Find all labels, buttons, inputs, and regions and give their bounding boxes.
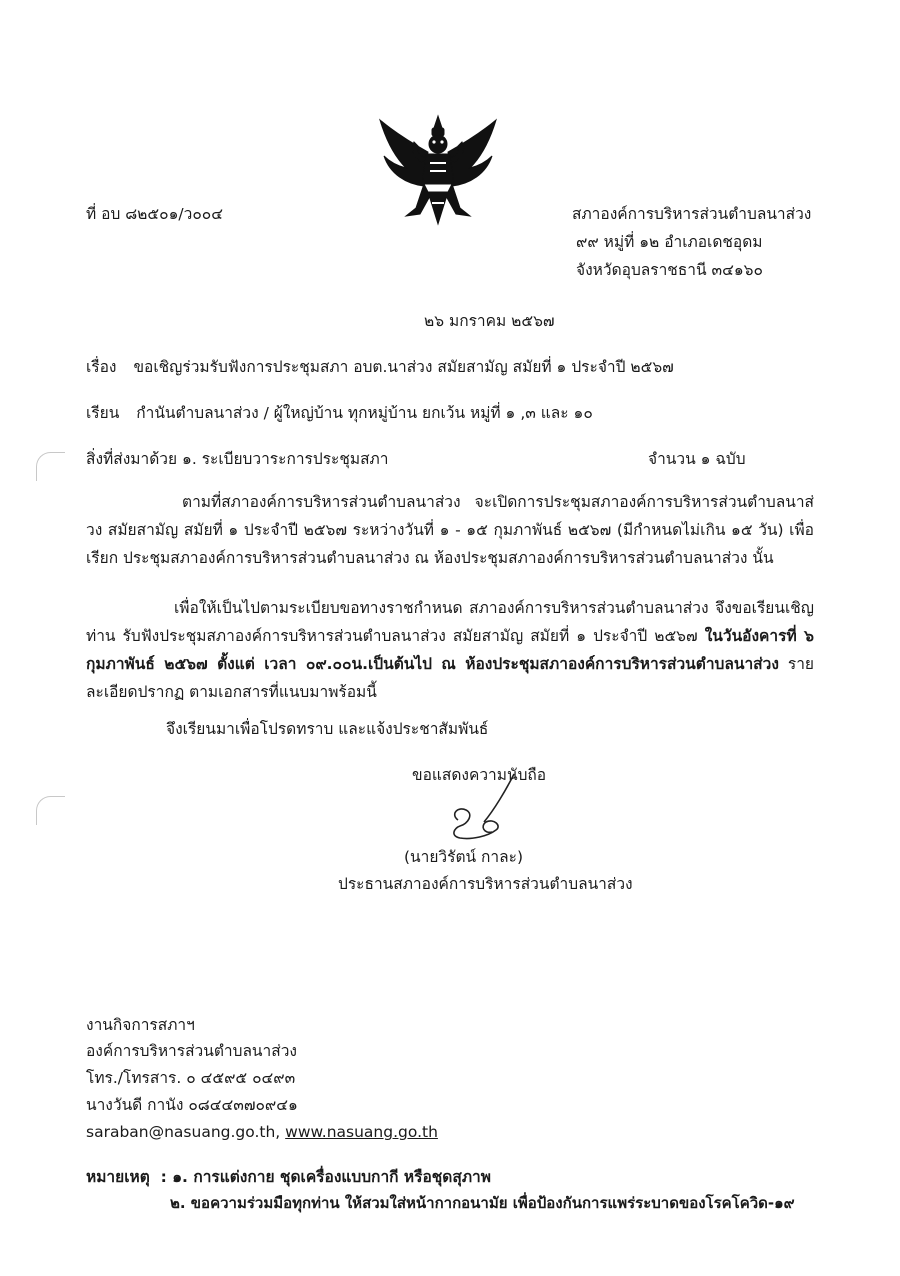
recipient-line [86, 402, 593, 424]
para2-meeting-datetime: ในวันอังคารที่ ๖ กุมภาพันธ์ ๒๕๖๗ ตั้งแต่ เวลา ๐๙.๐๐น.เป็นต้นไป ณ ห้องประชุมสภาองค์การบริหารส่วนตำบลนาส่วง [86, 627, 814, 673]
punch-hole-mark [36, 796, 65, 825]
signer-name: (นายวิรัตน์ กาละ) [404, 848, 524, 866]
para2-intro: เพื่อให้เป็นไปตามระเบียบขอทางราชกำหนด สภาองค์การบริหารส่วนตำบลนาส่วง จึงขอเรียนเชิญท่าน รับฟังประชุมสภาองค์การบริหารส่วนตำบลนาส่วง สมัยสามัญ สมัยที่ ๑ ประจำปี ๒๕๖๗ [86, 599, 814, 645]
contact-email[interactable]: saraban@nasuang.go.th, [86, 1123, 281, 1141]
garuda-emblem [376, 112, 500, 230]
note-line-1: หมายเหตุ : ๑. การแต่งกาย ชุดเครื่องแบบกากี หรือชุดสุภาพ [86, 1168, 491, 1186]
website-link[interactable]: www.nasuang.go.th [285, 1123, 438, 1141]
note-item-1: ๑. การแต่งกาย ชุดเครื่องแบบกากี หรือชุดสุภาพ [172, 1168, 491, 1186]
letter-date: ๒๖ มกราคม ๒๕๖๗ [424, 312, 555, 330]
enclosure-label: สิ่งที่ส่งมาด้วย [86, 450, 178, 468]
note-item-2: ๒. ขอความร่วมมือทุกท่าน ให้สวมใส่หน้ากากอนามัย เพื่อป้องกันการแพร่ระบาดของโรคโควิด-๑๙ [170, 1194, 795, 1212]
sender-province: จังหวัดอุบลราชธานี ๓๔๑๖๐ [576, 261, 763, 279]
subject-label: เรื่อง [86, 358, 117, 376]
reference-number: ที่ อบ ๘๒๕๐๑/ว๐๐๔ [86, 205, 224, 223]
contact-person: นางวันดี กานัง ๐๘๔๔๓๗๐๙๔๑ [86, 1096, 298, 1114]
closing-paragraph: จึงเรียนมาเพื่อโปรดทราบ และแจ้งประชาสัมพันธ์ [166, 720, 489, 738]
body-paragraph-1: ตามที่สภาองค์การบริหารส่วนตำบลนาส่วง จะเปิดการประชุมสภาองค์การบริหารส่วนตำบลนาส่วง สมัยสามัญ สมัยที่ ๑ ประจำปี ๒๕๖๗ ระหว่างวันที่ ๑ - ๑๕ กุมภาพันธ์ ๒๕๖๗ (มีกำหนดไม่เกิน ๑๕ วัน) เพื่อเรียก ประชุมสภาองค์การบริหารส่วนตำบลนาส่วง ณ ห้องประชุมสภาองค์การบริหารส่วนตำบลนาส่วง นั้น [86, 493, 814, 567]
note-label: หมายเหตุ [86, 1168, 150, 1186]
enclosure-text: ๑. ระเบียบวาระการประชุมสภา [182, 450, 389, 468]
contact-org: องค์การบริหารส่วนตำบลนาส่วง [86, 1042, 297, 1060]
subject-line [86, 356, 674, 378]
handwritten-signature [444, 770, 528, 844]
signer-title: ประธานสภาองค์การบริหารส่วนตำบลนาส่วง [338, 875, 633, 893]
recipient-text: กำนันตำบลนาส่วง / ผู้ใหญ่บ้าน ทุกหมู่บ้าน ยกเว้น หมู่ที่ ๑ ,๓ และ ๑๐ [136, 404, 593, 422]
contact-phone: โทร./โทรสาร. ๐ ๔๕๙๕ ๐๔๙๓ [86, 1069, 296, 1087]
enclosure-line [86, 448, 388, 470]
contact-dept: งานกิจการสภาฯ [86, 1016, 195, 1034]
subject-text: ขอเชิญร่วมรับฟังการประชุมสภา อบต.นาส่วง สมัยสามัญ สมัยที่ ๑ ประจำปี ๒๕๖๗ [133, 358, 674, 376]
contact-online [86, 1121, 438, 1143]
recipient-label: เรียน [86, 404, 120, 422]
body-paragraph-2 [86, 594, 814, 706]
para2-detail: รายละเอียดปรากฏ ตามเอกสารที่แนบมาพร้อมนี้ [86, 655, 814, 701]
enclosure-quantity: จำนวน ๑ ฉบับ [648, 450, 746, 468]
regards-text: ขอแสดงความนับถือ [412, 766, 547, 784]
sender-address: ๙๙ หมู่ที่ ๑๒ อำเภอเดชอุดม [576, 233, 763, 251]
sender-org: สภาองค์การบริหารส่วนตำบลนาส่วง [572, 205, 812, 223]
punch-hole-mark [36, 452, 65, 481]
